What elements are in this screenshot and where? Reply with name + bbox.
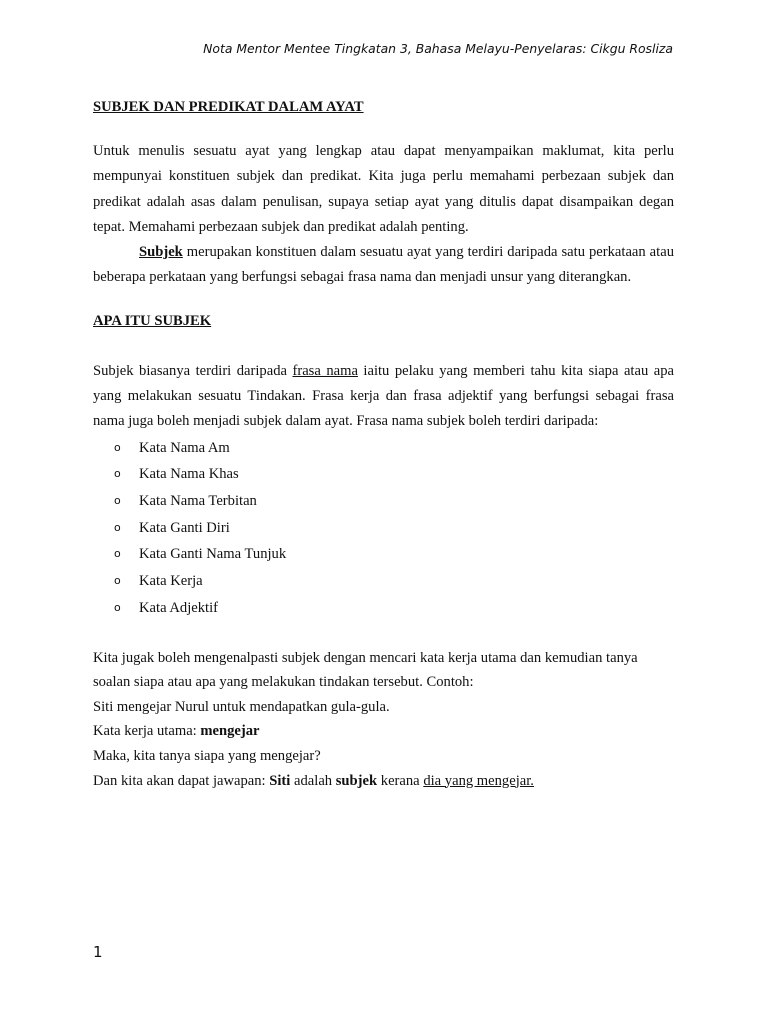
answer-reason: dia yang mengejar. (423, 772, 534, 789)
page-header: Nota Mentor Mentee Tingkatan 3, Bahasa Melayu-Penyelaras: Cikgu Rosliza (203, 41, 673, 56)
main-verb-label: Kata kerja utama: (93, 723, 201, 740)
subjek-term: Subjek (139, 244, 183, 261)
list-item (93, 541, 674, 568)
bullet-marker: o (114, 547, 121, 561)
answer-siti: Siti (269, 772, 291, 789)
list-item (93, 568, 674, 595)
list-item-text: Kata Ganti Nama Tunjuk (139, 546, 287, 563)
section-title-apa-itu-subjek: APA ITU SUBJEK (93, 312, 212, 329)
list-item (93, 488, 674, 515)
main-verb-line (93, 719, 674, 744)
example-sentence: Siti mengejar Nurul untuk mendapatkan gula-gula. (93, 698, 390, 715)
answer-subjek: subjek (335, 772, 378, 789)
list-item-text: Kata Nama Khas (139, 466, 239, 483)
answer-text-a: Dan kita akan dapat jawapan: (93, 772, 270, 789)
question-line: Maka, kita tanya siapa yang mengejar? (93, 747, 321, 764)
subjek-definition-text: merupakan konstituen dalam sesuatu ayat yang terdiri daripada satu perkataan atau beberapa perkataan yang berfungsi sebagai frasa nama dan menjadi unsur yang diterangkan. (93, 244, 674, 286)
main-verb-value: mengejar (200, 723, 260, 740)
subjek-definition-paragraph (93, 240, 674, 291)
list-item (93, 461, 674, 488)
list-item-text: Kata Nama Terbitan (139, 493, 257, 510)
page-number: 1 (93, 943, 103, 961)
bullet-marker: o (114, 520, 121, 534)
bullet-marker: o (114, 467, 121, 481)
document-body (93, 97, 674, 793)
bullet-marker: o (114, 574, 121, 588)
intro-paragraph: Untuk menulis sesuatu ayat yang lengkap atau dapat menyampaikan maklumat, kita perlu mempunyai konstituen subjek dan predikat. Kita juga perlu memahami perbezaan subjek dan predikat adalah asas dalam penulisan, supaya setiap ayat yang ditulis dapat disampaikan degan tepat. Memahami perbezaan subjek dan predikat adalah penting. (93, 143, 674, 235)
bullet-marker: o (114, 440, 121, 454)
answer-line (93, 769, 674, 794)
subjek-explanation-paragraph (93, 359, 674, 435)
subjek-types-list (93, 435, 674, 622)
list-item (93, 595, 674, 622)
list-item-text: Kata Adjektif (139, 599, 219, 616)
answer-text-e: kerana (377, 772, 424, 789)
explanation-text-a: Subjek biasanya terdiri daripada (93, 362, 293, 379)
explanation-text-b: iaitu pelaku yang memberi tahu kita siapa atau apa yang melakukan sesuatu Tindakan. Frasa kerja dan frasa adjektif yang berfungsi sebagai frasa nama juga boleh menjadi subjek dalam ayat. Frasa nama subjek boleh terdiri daripada: (93, 362, 674, 430)
list-item (93, 435, 674, 462)
example-section (93, 646, 674, 794)
section-title-subjek-predikat: SUBJEK DAN PREDIKAT DALAM AYAT (93, 99, 364, 115)
bullet-marker: o (114, 494, 121, 508)
example-intro-paragraph: Kita jugak boleh mengenalpasti subjek dengan mencari kata kerja utama dan kemudian tanya soalan siapa atau apa yang melakukan tindakan tersebut. Contoh: (93, 649, 638, 691)
list-item-text: Kata Nama Am (139, 439, 230, 456)
bullet-marker: o (114, 600, 121, 614)
answer-text-c: adalah (290, 772, 336, 789)
list-item-text: Kata Kerja (139, 573, 203, 590)
frasa-nama-term: frasa nama (292, 362, 358, 379)
list-item (93, 515, 674, 542)
list-item-text: Kata Ganti Diri (139, 519, 230, 536)
